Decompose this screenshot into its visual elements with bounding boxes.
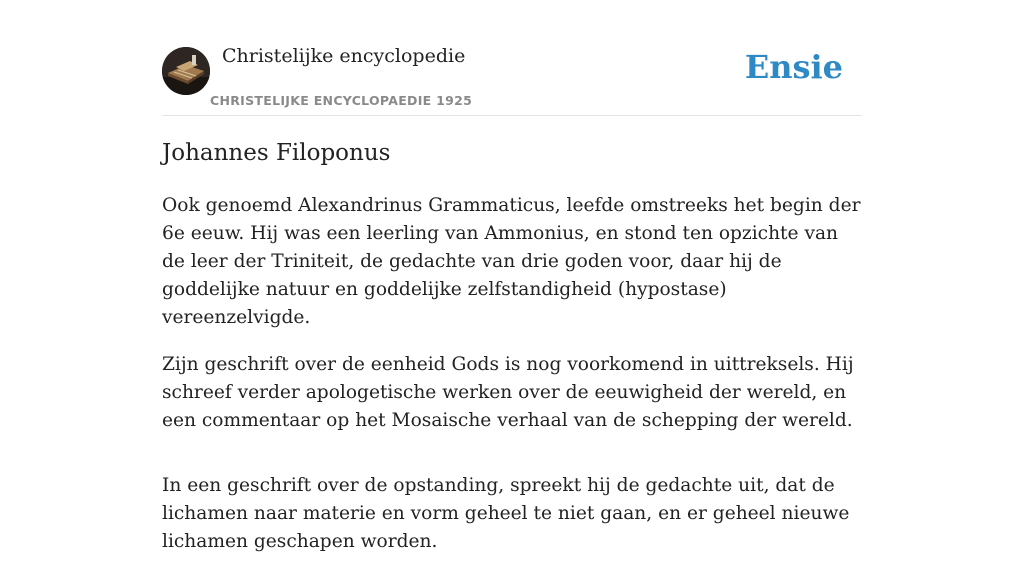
site-name[interactable]: Christelijke encyclopedie bbox=[222, 45, 466, 67]
page bbox=[162, 0, 862, 552]
encyclopedia-avatar[interactable] bbox=[162, 47, 210, 95]
site-subtitle: CHRISTELIJKE ENCYCLOPAEDIE 1925 bbox=[210, 93, 473, 108]
article-paragraph: Ook genoemd Alexandrinus Grammaticus, leefde omstreeks het begin der 6e eeuw. Hij was een leerling van Ammonius, en stond ten opzichte van de leer der Triniteit, de gedachte van drie goden voor, daar hij de goddelijke natuur en goddelijke zelfstandigheid (hypostase) vereenzelvigde. bbox=[162, 195, 861, 328]
ensie-logo-link[interactable]: Ensie bbox=[744, 48, 843, 86]
article-title: Johannes Filoponus bbox=[162, 140, 391, 166]
article-body bbox=[162, 192, 862, 575]
article-paragraph: Zijn geschrift over de eenheid Gods is nog voorkomend in uittreksels. Hij schreef verder apologetische werken over de eeuwigheid der wereld, en een commentaar op het Mosaische verhaal van de schepping der wereld. bbox=[162, 354, 854, 431]
article-paragraph: In een geschrift over de opstanding, spreekt hij de gedachte uit, dat de lichamen naar materie en vorm geheel te niet gaan, en er geheel nieuwe lichamen geschapen worden. bbox=[162, 475, 850, 552]
site-header bbox=[162, 0, 862, 116]
book-image-icon bbox=[162, 47, 210, 95]
